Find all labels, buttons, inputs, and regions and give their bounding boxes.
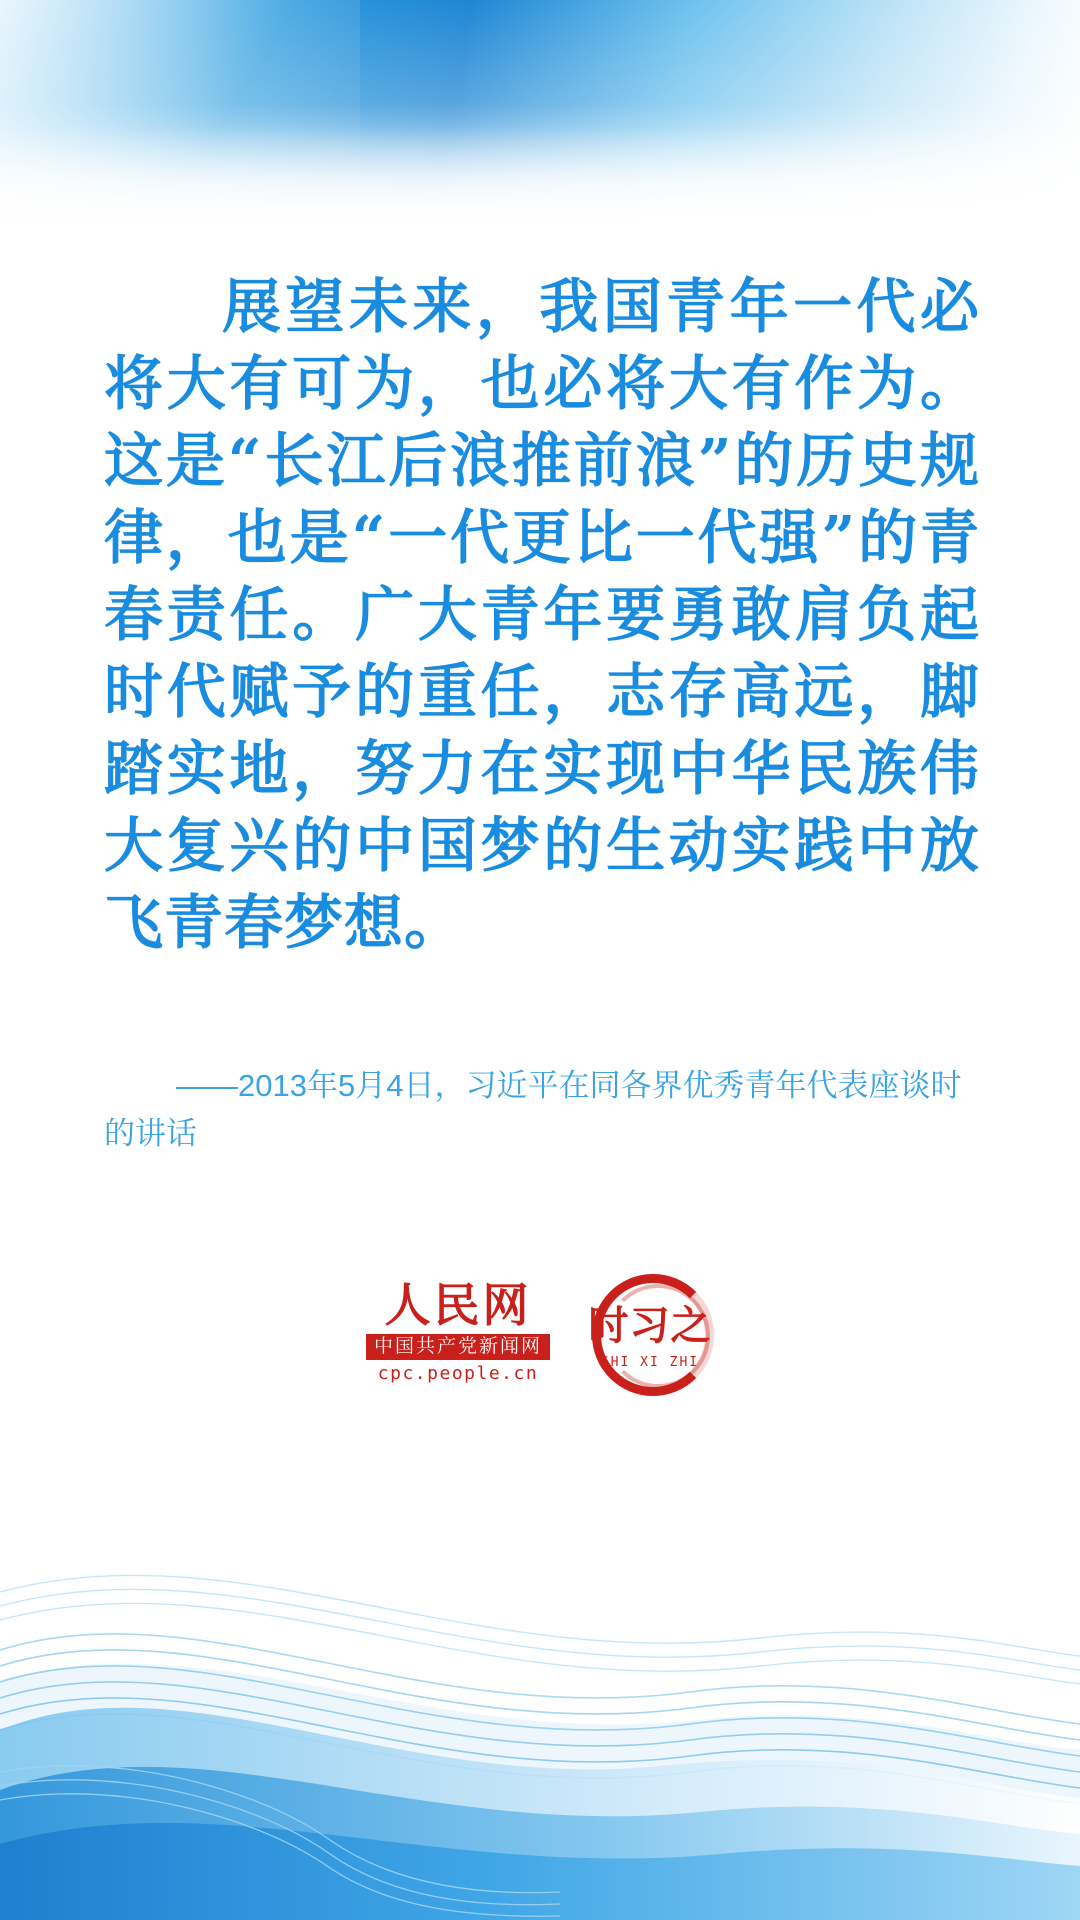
people-daily-logo-url: cpc.people.cn	[377, 1362, 539, 1384]
quote-attribution: ——2013年5月4日，习近平在同各界优秀青年代表座谈时的讲话	[104, 1068, 962, 1151]
top-left-highlight	[0, 0, 360, 230]
bottom-wave-decoration	[0, 1320, 1080, 1920]
people-daily-logo-name: 人民网	[384, 1277, 532, 1332]
shixizhi-logo-pinyin: SHI XI ZHI	[600, 1355, 700, 1370]
shixizhi-logo-name: 时习之	[588, 1302, 712, 1349]
people-daily-logo-sub: 中国共产党新闻网	[366, 1334, 550, 1360]
quote-text: 展望未来，我国青年一代必将大有可为，也必将大有作为。这是“长江后浪推前浪”的历史规律，也是“一代更比一代强”的青春责任。广大青年要勇敢肩负起时代赋予的重任，志存高远，脚踏实地，努力在实现中华民族伟大复兴的中国梦的生动实践中放飞青春梦想。	[104, 272, 980, 957]
